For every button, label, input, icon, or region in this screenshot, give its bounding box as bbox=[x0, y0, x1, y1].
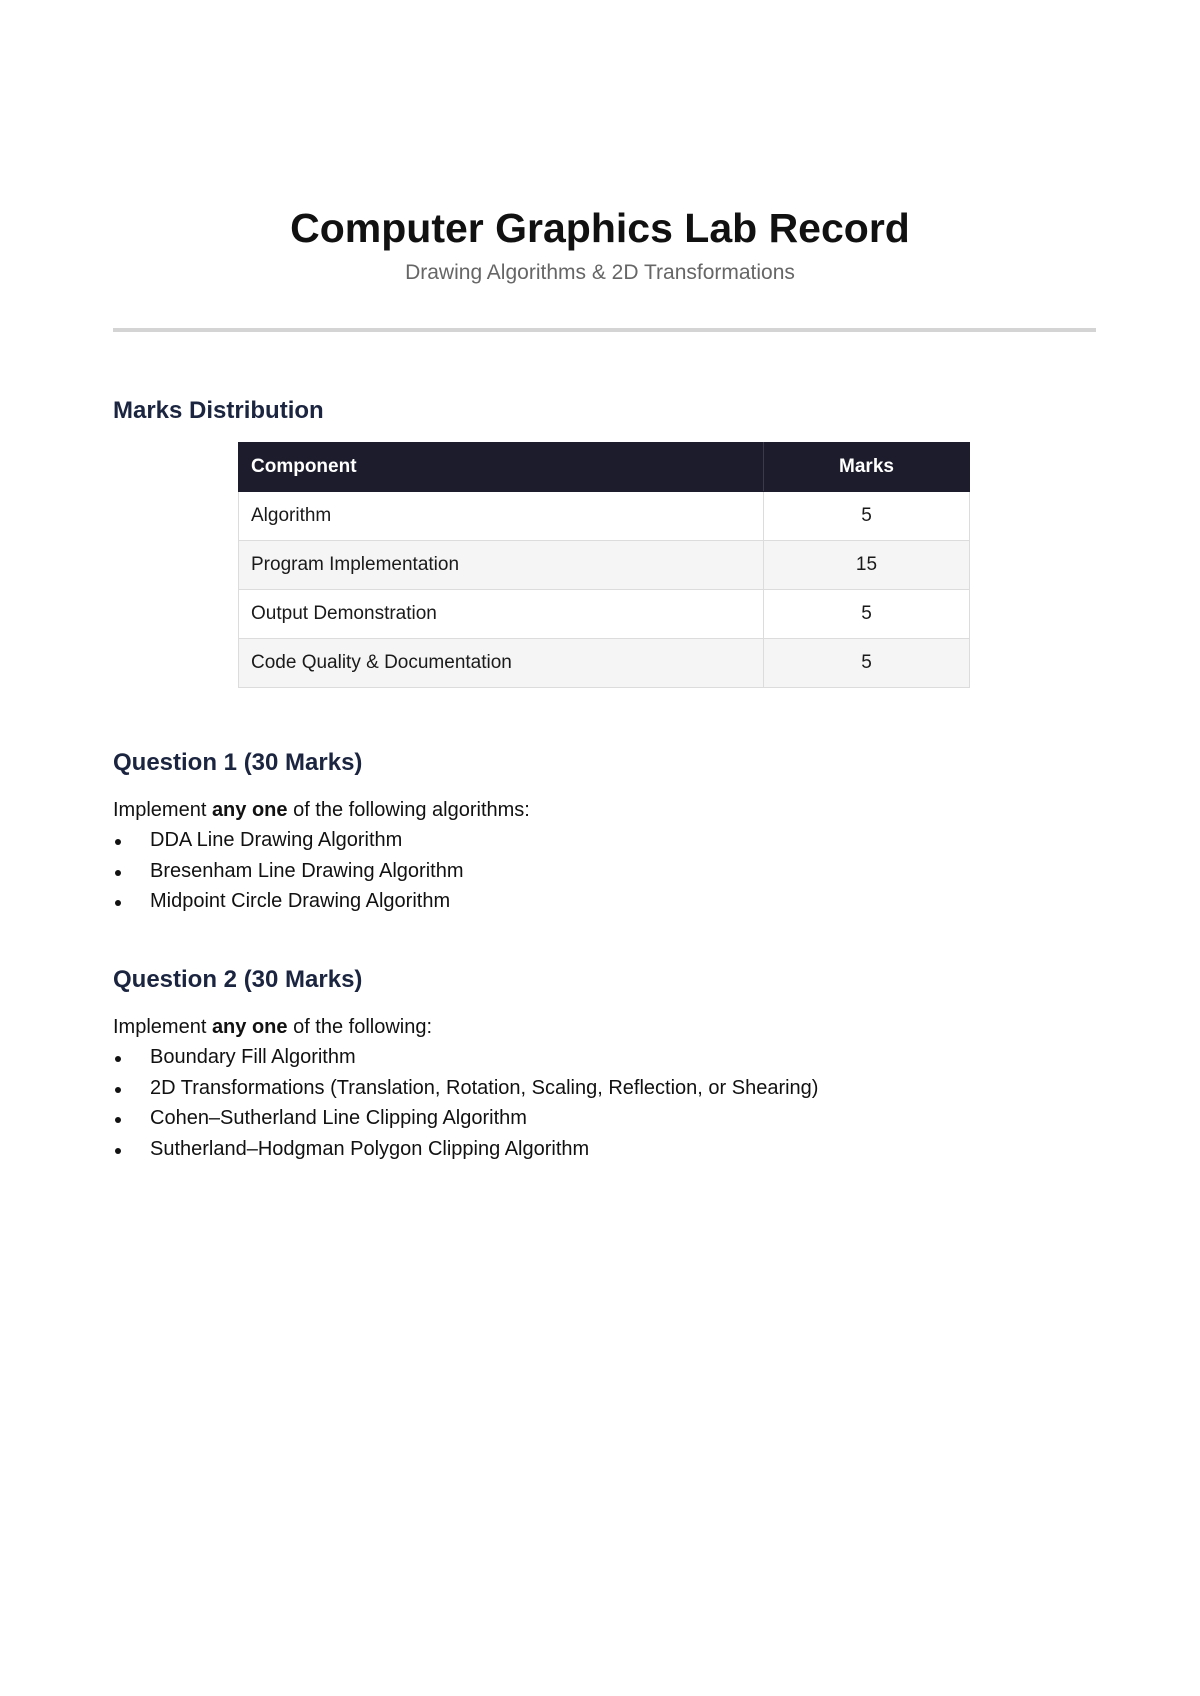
component-cell: Algorithm bbox=[239, 492, 764, 541]
table-row bbox=[239, 590, 970, 639]
list-item bbox=[113, 1042, 818, 1073]
bullet-icon bbox=[115, 1087, 121, 1093]
list-item-text: Boundary Fill Algorithm bbox=[150, 1046, 356, 1068]
table-row bbox=[239, 541, 970, 590]
intro-text: Implement bbox=[113, 1016, 212, 1038]
question-1-intro bbox=[113, 796, 530, 824]
list-item bbox=[113, 1134, 818, 1165]
marks-cell: 5 bbox=[764, 590, 970, 639]
component-cell: Program Implementation bbox=[239, 541, 764, 590]
list-item bbox=[113, 825, 464, 856]
list-item bbox=[113, 1073, 818, 1104]
list-item-text: Bresenham Line Drawing Algorithm bbox=[150, 859, 464, 882]
table-header-row bbox=[239, 443, 970, 492]
marks-cell: 5 bbox=[764, 639, 970, 688]
bullet-icon bbox=[115, 900, 121, 906]
document-title: Computer Graphics Lab Record bbox=[290, 205, 910, 251]
component-cell: Code Quality & Documentation bbox=[239, 639, 764, 688]
list-item bbox=[113, 1103, 818, 1134]
component-cell: Output Demonstration bbox=[239, 590, 764, 639]
document-subtitle: Drawing Algorithms & 2D Transformations bbox=[405, 261, 795, 284]
intro-text: of the following: bbox=[287, 1016, 433, 1038]
bullet-icon bbox=[115, 1056, 121, 1062]
column-header-marks: Marks bbox=[764, 443, 970, 492]
bullet-icon bbox=[115, 1117, 121, 1123]
question-2-intro bbox=[113, 1013, 432, 1041]
intro-text: of the following algorithms: bbox=[287, 799, 530, 821]
marks-table bbox=[238, 442, 970, 688]
marks-cell: 5 bbox=[764, 492, 970, 541]
question-1-heading: Question 1 (30 Marks) bbox=[113, 749, 363, 776]
list-item-text: DDA Line Drawing Algorithm bbox=[150, 829, 403, 851]
bullet-icon bbox=[115, 870, 121, 876]
question-2-list bbox=[113, 1042, 818, 1165]
marks-distribution-heading: Marks Distribution bbox=[113, 397, 324, 424]
intro-text: Implement bbox=[113, 799, 212, 821]
list-item-text: Sutherland–Hodgman Polygon Clipping Algorithm bbox=[150, 1138, 590, 1161]
bullet-icon bbox=[115, 839, 121, 845]
list-item bbox=[113, 886, 464, 917]
column-header-component: Component bbox=[239, 443, 764, 492]
list-item bbox=[113, 856, 464, 887]
list-item-text: Midpoint Circle Drawing Algorithm bbox=[150, 890, 451, 913]
bullet-icon bbox=[115, 1148, 121, 1154]
list-item-text: 2D Transformations (Translation, Rotation, Scaling, Reflection, or Shearing) bbox=[150, 1076, 819, 1099]
table-row bbox=[239, 639, 970, 688]
intro-emphasis: any one bbox=[211, 1016, 288, 1038]
question-2-heading: Question 2 (30 Marks) bbox=[113, 966, 363, 993]
table-row bbox=[239, 492, 970, 541]
list-item-text: Cohen–Sutherland Line Clipping Algorithm bbox=[150, 1107, 527, 1130]
question-1-list bbox=[113, 825, 464, 917]
intro-emphasis: any one bbox=[211, 799, 288, 821]
header-divider bbox=[113, 328, 1096, 332]
marks-cell: 15 bbox=[764, 541, 970, 590]
